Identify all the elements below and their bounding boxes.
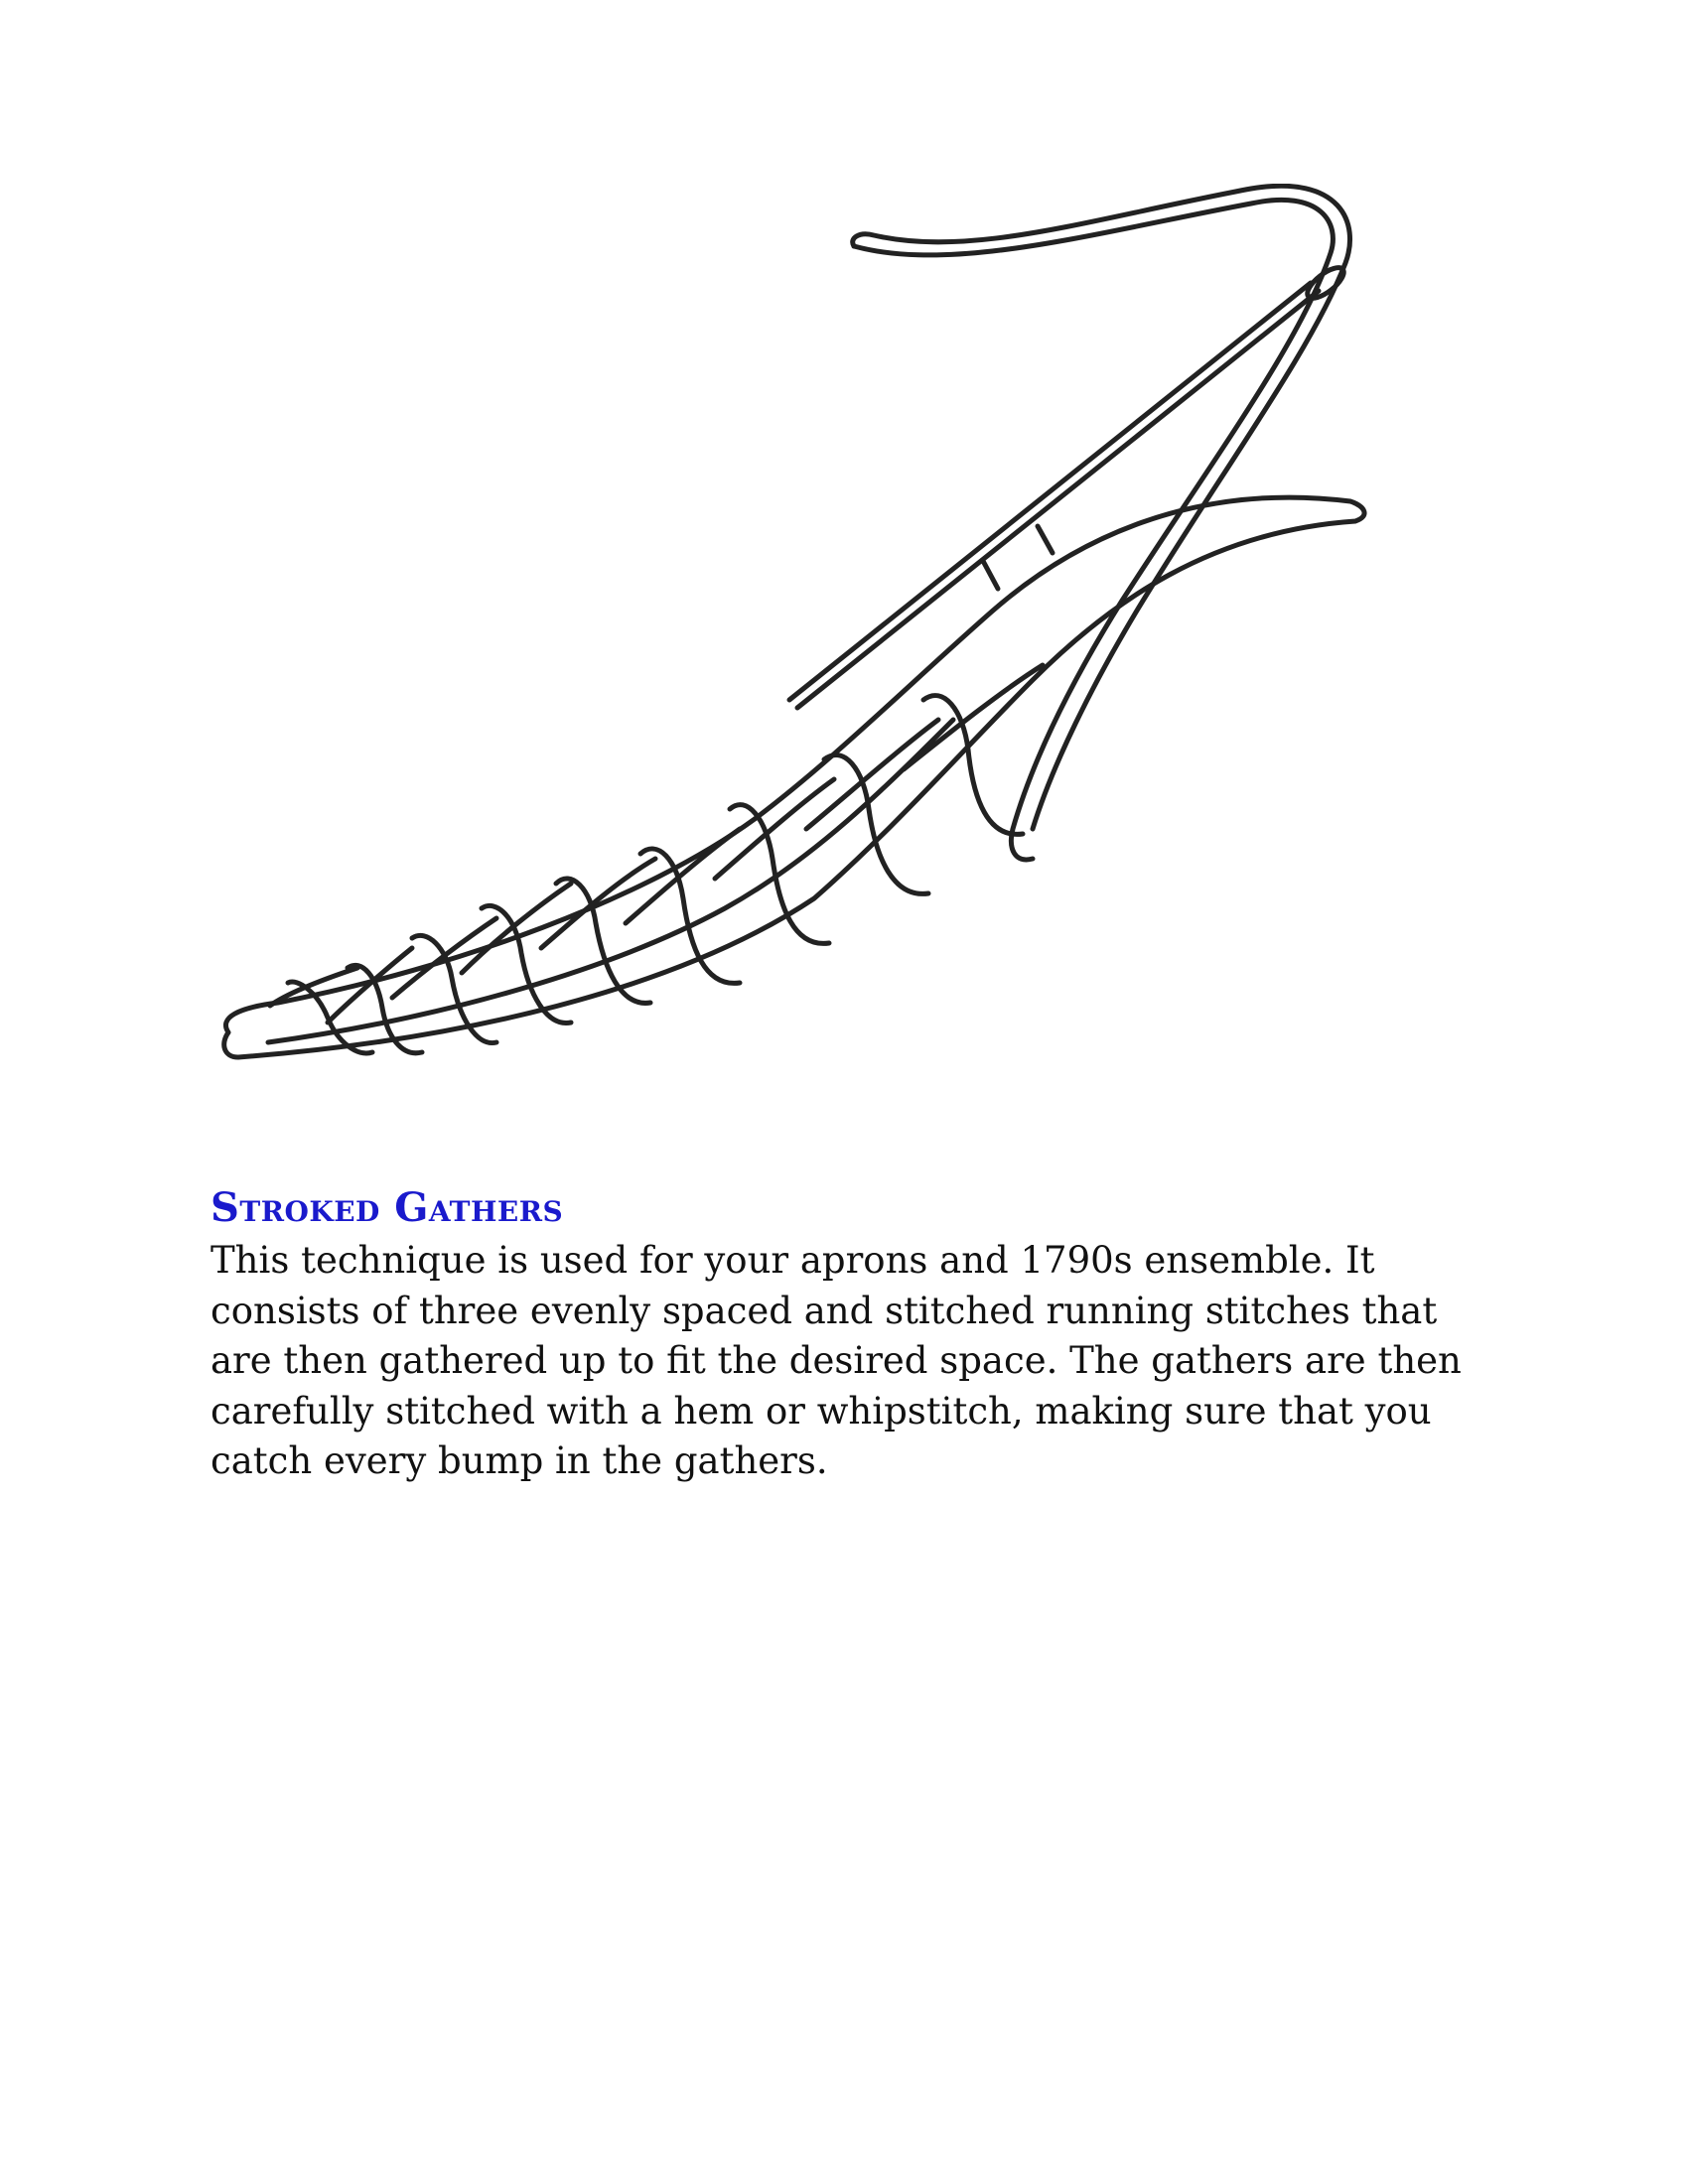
needle-thread-gathers-drawing: [199, 184, 1489, 1127]
needle-gap-b: [1038, 526, 1053, 553]
stroked-gathers-section: [211, 1186, 1521, 1487]
fabric-fold: [268, 720, 953, 1042]
needle-gap: [983, 561, 998, 589]
section-body-text: This technique is used for your aprons and 1790s ensemble. It consists of three evenly spaced and stitched running stitches that are then gathered up to fit the desired space. The gathers are then carefully stitched with a hem or whipstitch, making sure that you catch every bump in the gathers.: [211, 1239, 1462, 1482]
whipstitches: [270, 665, 1043, 1053]
section-heading: Stroked Gathers: [211, 1184, 564, 1231]
fabric-strip: [224, 497, 1364, 1057]
thread-loop: [854, 200, 1333, 860]
needle-shaft: [789, 283, 1311, 700]
thread-loop-inner: [853, 186, 1350, 829]
stroked-gathers-illustration: [199, 184, 1489, 1127]
